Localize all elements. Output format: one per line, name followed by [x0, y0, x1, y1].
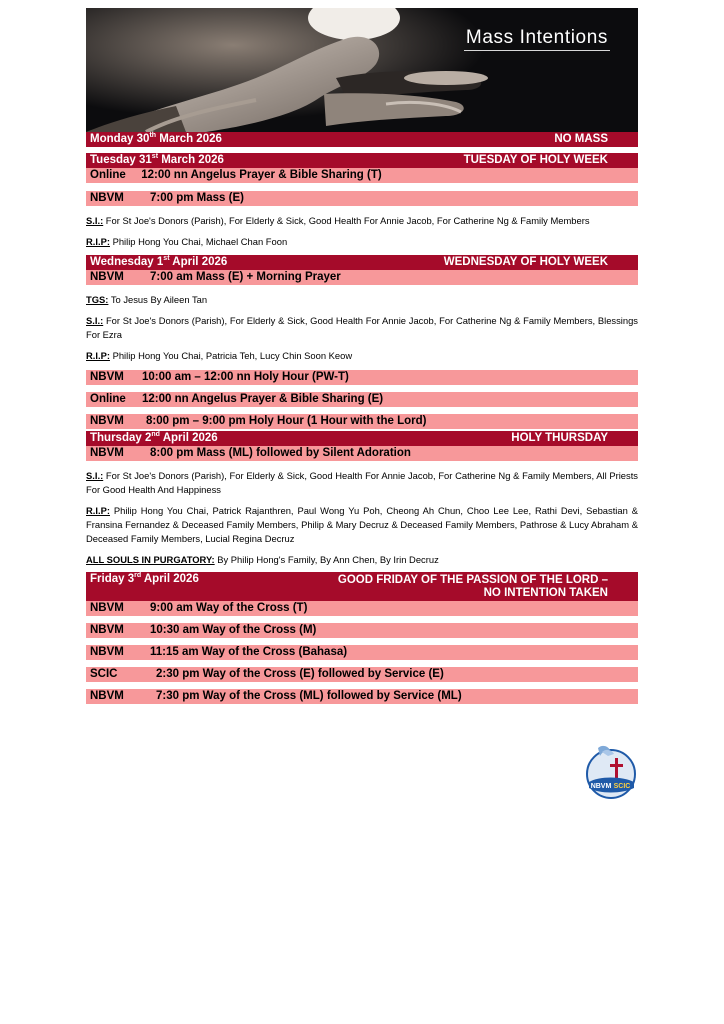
banner-title: Mass Intentions [464, 27, 610, 51]
schedule-row: NBVM 7:30 pm Way of the Cross (ML) followed by Service (ML) [86, 689, 638, 704]
day-observance: HOLY THURSDAY [511, 432, 608, 444]
rip-note: R.I.P: Philip Hong You Chai, Michael Chan Foon [86, 236, 288, 247]
day-label: Thursday 2nd April 2026 [90, 431, 218, 444]
rip-note: R.I.P: Philip Hong You Chai, Patricia Teh, Lucy Chin Soon Keow [86, 350, 353, 361]
schedule-row: SCIC 2:30 pm Way of the Cross (E) followed by Service (E) [86, 667, 638, 682]
day-label: Tuesday 31st March 2026 [90, 153, 224, 166]
schedule-row: NBVM 7:00 am Mass (E) + Morning Prayer [86, 270, 638, 285]
day-observance: GOOD FRIDAY OF THE PASSION OF THE LORD – NO INTENTION TAKEN [337, 574, 608, 599]
schedule-row: Online 12:00 nn Angelus Prayer & Bible Sharing (E) [86, 392, 638, 407]
schedule-row: NBVM 10:00 am – 12:00 nn Holy Hour (PW-T) [86, 370, 638, 385]
schedule-row: NBVM 7:00 pm Mass (E) [86, 191, 638, 206]
svg-text:SCIC: SCIC [613, 783, 631, 790]
svg-text:NBVM: NBVM [590, 783, 612, 790]
day-header-wednesday [86, 255, 638, 270]
special-intentions-note: S.I.: For St Joe's Donors (Parish), For Elderly & Sick, Good Health For Annie Jacob, For Catherine Ng & Family Members [86, 215, 590, 226]
special-intentions-note: S.I.: For St Joe's Donors (Parish), For Elderly & Sick, Good Health For Annie Jacob, For Catherine Ng & Family Members, Blessings For Ezra [86, 315, 638, 340]
day-label: Wednesday 1st April 2026 [90, 255, 228, 268]
schedule-row: NBVM 8:00 pm Mass (ML) followed by Silent Adoration [86, 446, 638, 461]
mass-intentions-banner [86, 8, 638, 132]
day-observance: NO MASS [554, 133, 608, 145]
day-header-monday [86, 132, 638, 147]
day-header-thursday [86, 431, 638, 446]
day-label: Monday 30th March 2026 [90, 132, 222, 145]
day-header-tuesday [86, 153, 638, 168]
schedule-row: NBVM 10:30 am Way of the Cross (M) [86, 623, 638, 638]
special-intentions-note: S.I.: For St Joe's Donors (Parish), For Elderly & Sick, Good Health For Annie Jacob, For Catherine Ng & Family Members, All Priests For Good Health And Happiness [86, 470, 638, 495]
day-observance: TUESDAY OF HOLY WEEK [463, 154, 608, 166]
day-observance: WEDNESDAY OF HOLY WEEK [443, 256, 608, 268]
thanksgiving-note: TGS: To Jesus By Aileen Tan [86, 294, 208, 305]
day-header-friday [86, 572, 638, 601]
bulletin-page [86, 8, 638, 712]
day-label: Friday 3rd April 2026 [90, 572, 199, 585]
schedule-row: NBVM 8:00 pm – 9:00 pm Holy Hour (1 Hour with the Lord) [86, 414, 638, 429]
all-souls-note: ALL SOULS IN PURGATORY: By Philip Hong's Family, By Ann Chen, By Irin Decruz [86, 554, 439, 565]
parish-logo [584, 742, 640, 800]
schedule-row: NBVM 9:00 am Way of the Cross (T) [86, 601, 638, 616]
schedule-row: NBVM 11:15 am Way of the Cross (Bahasa) [86, 645, 638, 660]
rip-note: R.I.P: Philip Hong You Chai, Patrick Rajanthren, Paul Wong Yu Poh, Cheong Ah Chun, Choo Lee Lee, Rathi Devi, Sebastian & Fransina Fernandez & Deceased Family Members, Philip & Mary Decruz & Deceased Family Members, Pathrose & Lucy Abraham & Deceased Family Members, Lucial Regina Decruz [86, 505, 638, 544]
schedule-row: Online 12:00 nn Angelus Prayer & Bible Sharing (T) [86, 168, 638, 183]
